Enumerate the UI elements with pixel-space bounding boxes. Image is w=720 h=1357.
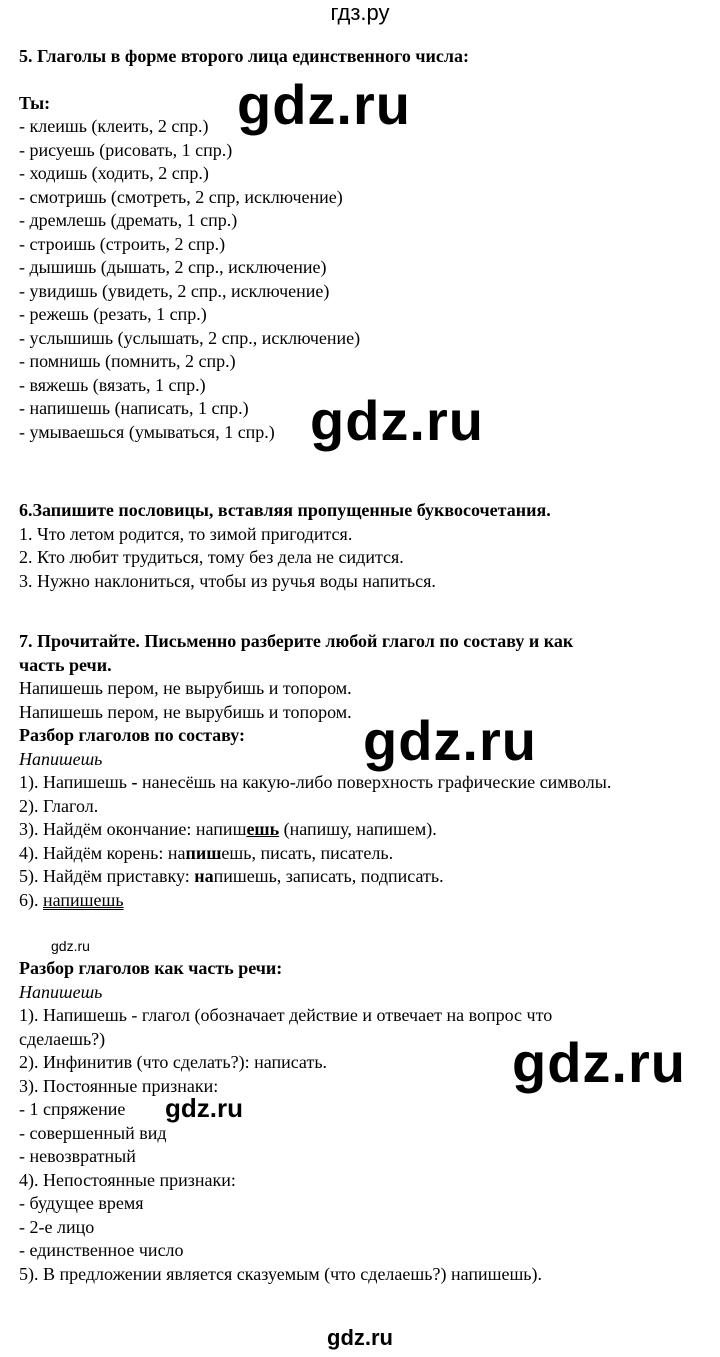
task-5 bbox=[19, 45, 469, 444]
pos-analysis-word: Напишешь bbox=[19, 981, 103, 1002]
root-highlight: пиш bbox=[185, 842, 222, 863]
task-6 bbox=[19, 499, 551, 593]
stem-highlight: напишешь bbox=[43, 889, 124, 910]
task-5-title: 5. Глаголы в форме второго лица единственного числа: bbox=[19, 46, 469, 66]
ending-highlight: ешь bbox=[246, 819, 280, 839]
text-part: (напишу, напишем). bbox=[279, 819, 437, 839]
task-7-title-cont: часть речи. bbox=[19, 654, 112, 675]
pos-line: - будущее время bbox=[19, 1193, 144, 1213]
pos-line: сделаешь?) bbox=[19, 1028, 106, 1049]
text-part: 1). Напишешь bbox=[19, 772, 132, 792]
text-part: нанесёшь на какую-либо поверхность графические символы. bbox=[137, 772, 612, 792]
task-5-subtitle: Ты: bbox=[19, 92, 51, 113]
pos-line: - невозвратный bbox=[19, 1146, 136, 1166]
list-item: - строишь (строить, 2 спр.) bbox=[19, 233, 226, 254]
pos-line: - 2-е лицо bbox=[19, 1216, 95, 1237]
morph-line bbox=[19, 842, 611, 866]
list-item: - смотришь (смотреть, 2 спр, исключение) bbox=[19, 186, 343, 207]
list-item: 3. Нужно наклониться, чтобы из ручья воды напиться. bbox=[19, 570, 436, 591]
task-7 bbox=[19, 630, 611, 912]
pos-line: - 1 спряжение bbox=[19, 1099, 126, 1119]
site-header: гдз.ру bbox=[330, 0, 390, 25]
list-item: - помнишь (помнить, 2 спр.) bbox=[19, 351, 236, 371]
morph-line bbox=[19, 889, 611, 913]
morph-line bbox=[19, 771, 611, 795]
list-item: - увидишь (увидеть, 2 спр., исключение) bbox=[19, 280, 330, 301]
text-part: 5). Найдём приставку: bbox=[19, 866, 195, 886]
list-item: - рисуешь (рисовать, 1 спр.) bbox=[19, 139, 233, 160]
list-item: - напишешь (написать, 1 спр.) bbox=[19, 398, 249, 418]
list-item: - вяжешь (вязать, 1 спр.) bbox=[19, 374, 206, 395]
watermark: gdz.ru bbox=[310, 389, 484, 452]
list-item: - клеишь (клеить, 2 спр.) bbox=[19, 116, 209, 136]
watermark: gdz.ru bbox=[237, 73, 411, 136]
text-part: 6). bbox=[19, 889, 43, 910]
pos-line: - совершенный вид bbox=[19, 1122, 167, 1143]
list-item: - дышишь (дышать, 2 спр., исключение) bbox=[19, 257, 327, 277]
pos-line: 4). Непостоянные признаки: bbox=[19, 1169, 236, 1190]
watermark: gdz.ru bbox=[51, 938, 90, 954]
task-7-pos bbox=[19, 957, 552, 1286]
morph-line: 2). Глагол. bbox=[19, 795, 99, 816]
morph-analysis-title: Разбор глаголов по составу: bbox=[19, 725, 245, 745]
pos-analysis-title: Разбор глаголов как часть речи: bbox=[19, 958, 283, 978]
watermark: gdz.ru bbox=[512, 1031, 686, 1094]
text-part: ешь, писать, писатель. bbox=[221, 842, 394, 863]
list-item: - дремлешь (дремать, 1 спр.) bbox=[19, 210, 238, 230]
proverb: Напишешь пером, не вырубишь и топором. bbox=[19, 678, 352, 698]
pos-line: 2). Инфинитив (что сделать?): написать. bbox=[19, 1052, 328, 1072]
list-item: - услышишь (услышать, 2 спр., исключение) bbox=[19, 327, 361, 348]
list-item: 1. Что летом родится, то зимой пригодится. bbox=[19, 523, 353, 544]
morph-analysis-word: Напишешь bbox=[19, 748, 103, 769]
text-part: 4). Найдём корень: на bbox=[19, 842, 186, 863]
task-6-title: 6.Запишите пословицы, вставляя пропущенные буквосочетания. bbox=[19, 500, 551, 520]
watermark: gdz.ru bbox=[165, 1093, 243, 1123]
task-7-title: 7. Прочитайте. Письменно разберите любой глагол по составу и как bbox=[19, 631, 574, 651]
pos-line: 5). В предложении является сказуемым (что сделаешь?) напишешь). bbox=[19, 1263, 543, 1284]
proverb: Напишешь пером, не вырубишь и топором. bbox=[19, 701, 352, 722]
list-item: - ходишь (ходить, 2 спр.) bbox=[19, 163, 209, 183]
site-footer: gdz.ru bbox=[327, 1325, 393, 1350]
watermark: gdz.ru bbox=[363, 709, 537, 772]
list-item: - режешь (резать, 1 спр.) bbox=[19, 304, 207, 324]
prefix-highlight: на bbox=[194, 866, 214, 886]
morph-line bbox=[19, 865, 611, 889]
text-part: - bbox=[131, 772, 138, 792]
pos-line: 3). Постоянные признаки: bbox=[19, 1075, 219, 1096]
pos-line: - единственное число bbox=[19, 1240, 184, 1260]
list-item: 2. Кто любит трудиться, тому без дела не сидится. bbox=[19, 547, 404, 567]
morph-line bbox=[19, 818, 611, 842]
list-item: - умываешься (умываться, 1 спр.) bbox=[19, 421, 275, 442]
text-part: пишешь, записать, подписать. bbox=[213, 866, 444, 886]
pos-line: 1). Напишешь - глагол (обозначает действие и отвечает на вопрос что bbox=[19, 1005, 553, 1025]
text-part: 3). Найдём окончание: напиш bbox=[19, 819, 247, 839]
